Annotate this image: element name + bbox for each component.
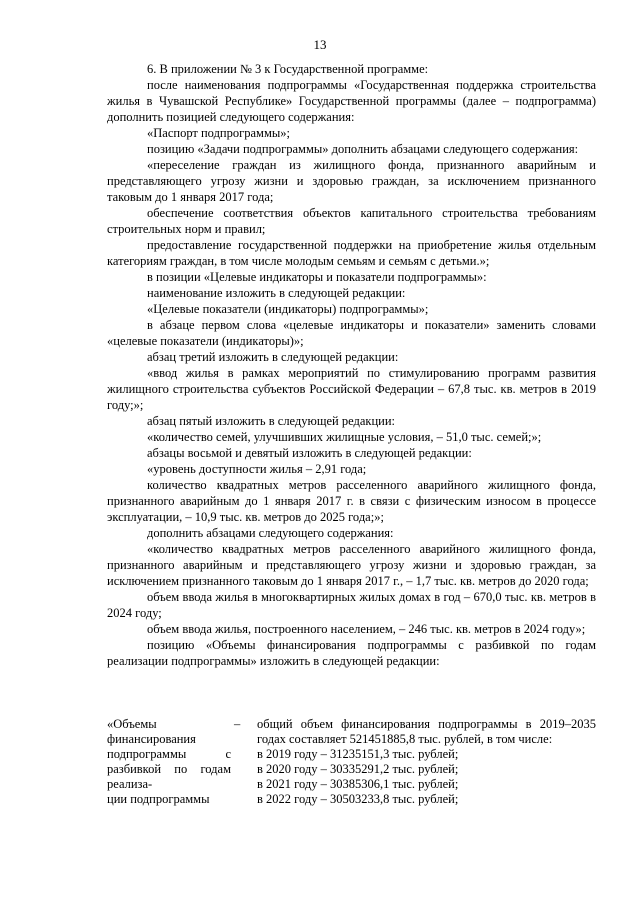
funding-year-line: в 2020 году – 30335291,2 тыс. рублей; bbox=[257, 762, 459, 776]
funding-year-line: в 2022 году – 30503233,8 тыс. рублей; bbox=[257, 792, 459, 806]
paragraph: наименование изложить в следующей редакции: bbox=[147, 286, 406, 300]
page-number: 13 bbox=[313, 37, 327, 52]
paragraph: «переселение граждан из жилищного фонда, признанного аварийным и представляющего угрозу жизни и здоровью граждан, за исключением признанного таковым до 1 января 2017 года; bbox=[107, 158, 596, 204]
paragraph: «ввод жилья в рамках мероприятий по стимулированию программ развития жилищного строительства субъектов Российской Федерации – 67,8 тыс. кв. метров в 2019 году;»; bbox=[107, 366, 596, 412]
paragraph: абзацы восьмой и девятый изложить в следующей редакции: bbox=[147, 446, 472, 460]
funding-content bbox=[257, 717, 596, 807]
paragraph: после наименования подпрограммы «Государственная поддержка строительства жилья в Чувашской Республике» Государственной программы (далее – подпрограмма) дополнить позицией следующего содержания: bbox=[107, 78, 596, 124]
funding-label-main: «Объемы финансирования подпрограммы с разбивкой по годам реализа- bbox=[107, 717, 231, 791]
paragraph: «количество семей, улучшивших жилищные условия, – 51,0 тыс. семей;»; bbox=[147, 430, 542, 444]
document-body bbox=[107, 61, 596, 669]
funding-year-line: в 2021 году – 30385306,1 тыс. рублей; bbox=[257, 777, 459, 791]
paragraph: в абзаце первом слова «целевые индикаторы и показатели» заменить словами «целевые показатели (индикаторы)»; bbox=[107, 318, 596, 348]
paragraph: абзац третий изложить в следующей редакции: bbox=[147, 350, 399, 364]
funding-intro: общий объем финансирования подпрограммы в 2019–2035 годах составляет 521451885,8 тыс. рублей, в том числе: bbox=[257, 717, 596, 746]
paragraph: предоставление государственной поддержки на приобретение жилья отдельным категориям граждан, в том числе молодым семьям и семьям с детьми.»; bbox=[107, 238, 596, 268]
paragraph: в позиции «Целевые индикаторы и показатели подпрограммы»: bbox=[147, 270, 487, 284]
funding-dash: – bbox=[234, 717, 241, 731]
paragraph: абзац пятый изложить в следующей редакции: bbox=[147, 414, 396, 428]
paragraph: «уровень доступности жилья – 2,91 года; bbox=[147, 462, 367, 476]
funding-label bbox=[107, 717, 231, 807]
paragraph: «Целевые показатели (индикаторы) подпрограммы»; bbox=[147, 302, 429, 316]
paragraph: объем ввода жилья в многоквартирных жилых домах в год – 670,0 тыс. кв. метров в 2024 году; bbox=[107, 590, 596, 620]
paragraph: позицию «Задачи подпрограммы» дополнить абзацами следующего содержания: bbox=[147, 142, 579, 156]
paragraph: объем ввода жилья, построенного населением, – 246 тыс. кв. метров в 2024 году»; bbox=[147, 622, 586, 636]
funding-year-line: в 2019 году – 31235151,3 тыс. рублей; bbox=[257, 747, 459, 761]
paragraph: обеспечение соответствия объектов капитального строительства требованиям строительных норм и правил; bbox=[107, 206, 596, 236]
paragraph: «количество квадратных метров расселенного аварийного жилищного фонда, признанного аварийным и представляющего угрозу жизни и здоровью граждан, за исключением признанного таковым до 1 января 2017 г., – 1,7 тыс. кв. метров до 2020 года; bbox=[107, 542, 596, 588]
paragraph: дополнить абзацами следующего содержания: bbox=[147, 526, 394, 540]
paragraph: «Паспорт подпрограммы»; bbox=[147, 126, 290, 140]
paragraph: 6. В приложении № 3 к Государственной программе: bbox=[147, 62, 429, 76]
funding-label-last: ции подпрограммы bbox=[107, 792, 210, 806]
paragraph: количество квадратных метров расселенного аварийного жилищного фонда, признанного аварийным до 1 января 2017 г. в связи с физическим износом в процессе эксплуатации, – 10,9 тыс. кв. метров до 2025 года;»; bbox=[107, 478, 596, 524]
paragraph: позицию «Объемы финансирования подпрограммы с разбивкой по годам реализации подпрограммы» изложить в следующей редакции: bbox=[107, 638, 596, 668]
